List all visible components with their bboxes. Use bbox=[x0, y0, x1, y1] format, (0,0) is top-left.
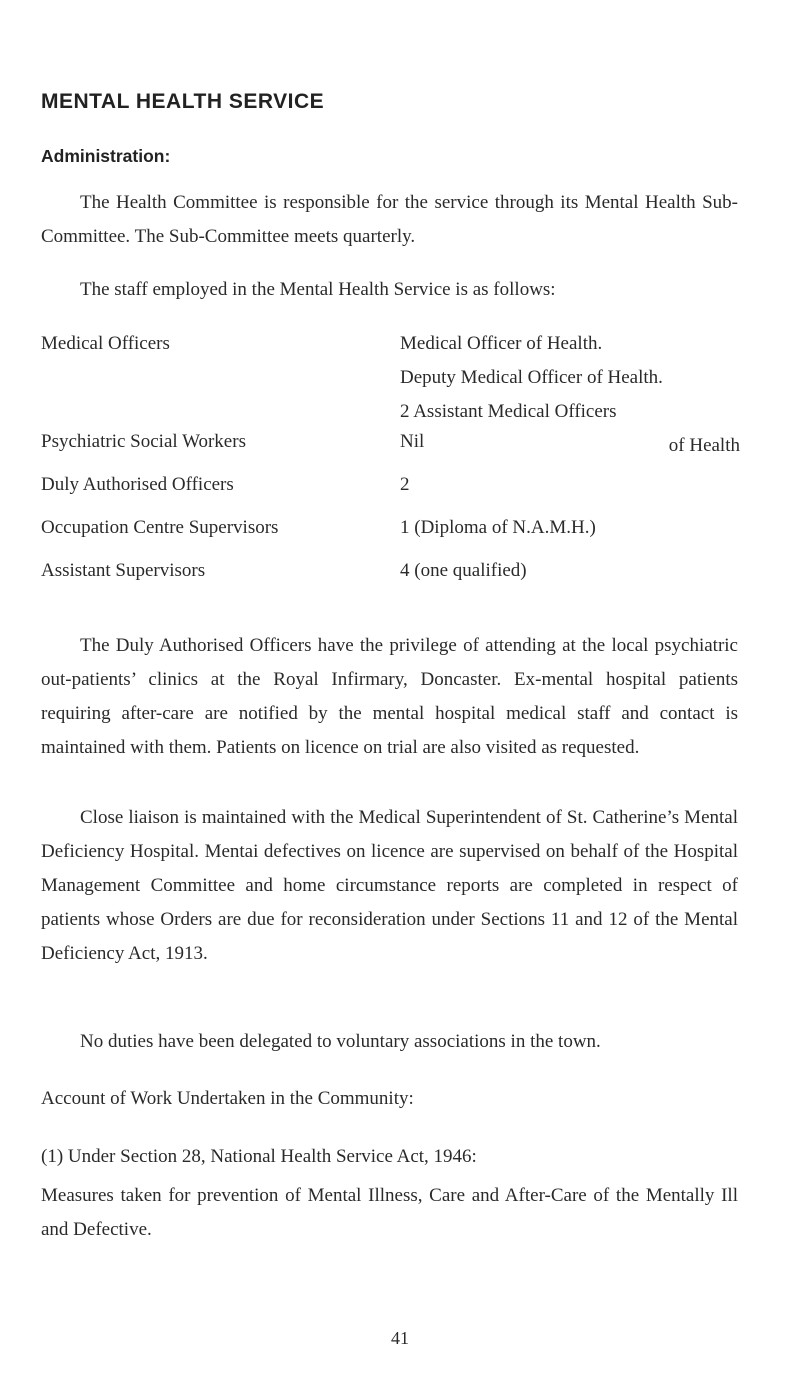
section-heading-administration: Administration: bbox=[41, 146, 171, 166]
staff-role: Duly Authorised Officers bbox=[41, 474, 234, 495]
staff-role: Occupation Centre Supervisors bbox=[41, 517, 279, 538]
staff-value-line: 2 Assistant Medical Officers bbox=[400, 401, 617, 422]
paragraph-duly-authorised-officers: The Duly Authorised Officers have the privilege of attending at the local psychiatric out-patients’ clinics at the Royal Infirmary, Doncaster. Ex-mental hospital patients requiring after-care are notified by the mental hospital medical staff and contact is maintained with them. Patients on licence on trial are also visited as requested. bbox=[41, 635, 738, 758]
staff-role: Psychiatric Social Workers bbox=[41, 431, 246, 452]
staff-value-line: Deputy Medical Officer of Health. bbox=[400, 367, 663, 388]
staff-value-line: Medical Officer of Health. bbox=[400, 333, 603, 354]
staff-row-psychiatric-social-workers bbox=[41, 425, 761, 468]
staff-value: 1 (Diploma of N.A.M.H.) bbox=[400, 517, 596, 538]
account-heading: Account of Work Undertaken in the Community: bbox=[41, 1088, 414, 1109]
page-title: MENTAL HEALTH SERVICE bbox=[41, 90, 325, 113]
staff-row-assistant-supervisors bbox=[41, 554, 761, 597]
staff-value: 4 (one qualified) bbox=[400, 560, 527, 581]
staff-value: 2 bbox=[400, 474, 410, 495]
section-description: Measures taken for prevention of Mental Illness, Care and After-Care of the Mentally Ill and Defective. bbox=[41, 1185, 738, 1240]
staff-row-occupation-centre-supervisors bbox=[41, 511, 761, 554]
section-item: (1) Under Section 28, National Health Service Act, 1946: bbox=[41, 1146, 477, 1167]
staff-role: Medical Officers bbox=[41, 333, 170, 354]
staff-row-duly-authorised-officers bbox=[41, 468, 761, 511]
staff-value-line: of Health bbox=[668, 435, 740, 456]
intro-paragraph: The Health Committee is responsible for the service through its Mental Health Sub-Committee. The Sub-Committee meets quarterly. bbox=[41, 192, 738, 247]
staff-list bbox=[41, 327, 761, 597]
staff-value: Nil bbox=[400, 431, 425, 452]
staff-intro: The staff employed in the Mental Health Service is as follows: bbox=[80, 279, 556, 300]
page-number: 41 bbox=[391, 1328, 409, 1348]
paragraph-liaison: Close liaison is maintained with the Medical Superintendent of St. Catherine’s Mental Deficiency Hospital. Mentai defectives on licence are supervised on behalf of the Hospital Management Committee and home circumstance reports are completed in respect of patients whose Orders are due for reconsideration under Sections 11 and 12 of the Mental Deficiency Act, 1913. bbox=[41, 807, 738, 964]
staff-role: Assistant Supervisors bbox=[41, 560, 206, 581]
paragraph-voluntary-duties: No duties have been delegated to voluntary associations in the town. bbox=[80, 1031, 601, 1052]
